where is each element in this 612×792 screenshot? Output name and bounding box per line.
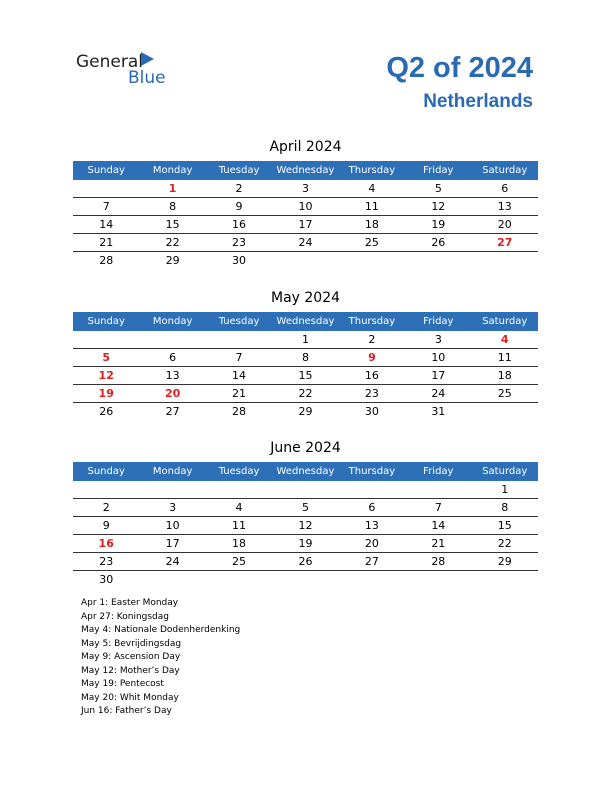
empty-day-cell — [272, 571, 338, 588]
logo-triangle-icon — [141, 52, 154, 66]
holiday-item: May 20: Whit Monday — [81, 692, 179, 703]
day-cell: 4 — [235, 501, 243, 514]
day-cell: 2 — [102, 501, 110, 514]
week-row — [73, 180, 538, 198]
week-row — [73, 481, 538, 499]
weekday-header: Saturday — [482, 316, 528, 327]
week-row — [73, 331, 538, 349]
day-cell: 29 — [298, 405, 313, 418]
day-cell: 28 — [431, 555, 446, 568]
weekday-header: Sunday — [87, 466, 125, 477]
day-cell: 21 — [232, 387, 247, 400]
weekday-header: Tuesday — [218, 316, 260, 327]
logo-general-text: General — [76, 52, 143, 72]
weekday-header-row — [73, 462, 538, 481]
day-cell: 8 — [501, 501, 509, 514]
day-cell: 12 — [431, 200, 446, 213]
day-cell: 10 — [431, 351, 446, 364]
day-cell: 14 — [232, 369, 247, 382]
day-cell: 24 — [165, 555, 180, 568]
empty-day-cell — [405, 252, 471, 269]
weekday-header: Thursday — [348, 165, 396, 176]
day-cell: 6 — [169, 351, 177, 364]
day-cell: 10 — [298, 200, 313, 213]
month-may — [73, 288, 538, 420]
empty-day-cell — [139, 331, 205, 348]
empty-day-cell — [339, 481, 405, 498]
holiday-item: May 12: Mother’s Day — [81, 665, 180, 676]
day-cell: 25 — [364, 236, 379, 249]
weekday-header: Saturday — [482, 466, 528, 477]
day-cell: 5 — [301, 501, 309, 514]
day-cell: 9 — [102, 519, 110, 532]
day-cell: 18 — [497, 369, 512, 382]
day-cell: 20 — [164, 387, 181, 400]
day-cell: 3 — [301, 182, 309, 195]
day-cell: 28 — [99, 254, 114, 267]
week-row — [73, 216, 538, 234]
day-cell: 3 — [434, 333, 442, 346]
day-cell: 15 — [497, 519, 512, 532]
empty-day-cell — [472, 252, 538, 269]
week-row — [73, 553, 538, 571]
week-row — [73, 349, 538, 367]
weekday-header: Wednesday — [276, 316, 335, 327]
holiday-item: May 5: Bevrijdingsdag — [81, 638, 182, 649]
week-row — [73, 367, 538, 385]
holiday-item: May 4: Nationale Dodenherdenking — [81, 625, 241, 635]
day-cell: 20 — [364, 537, 379, 550]
empty-day-cell — [139, 481, 205, 498]
empty-day-cell — [472, 571, 538, 588]
day-cell: 12 — [298, 519, 313, 532]
day-cell: 13 — [497, 200, 512, 213]
day-cell: 13 — [165, 369, 180, 382]
day-cell: 28 — [232, 405, 247, 418]
holiday-item: Apr 1: Easter Monday — [81, 598, 179, 608]
weekday-header: Friday — [423, 165, 454, 176]
week-row — [73, 252, 538, 269]
day-cell: 14 — [431, 519, 446, 532]
weekday-header: Wednesday — [276, 466, 335, 477]
day-cell: 21 — [431, 537, 446, 550]
day-cell: 16 — [232, 218, 247, 231]
month-title: May 2024 — [270, 290, 341, 306]
day-cell: 16 — [98, 537, 114, 550]
empty-day-cell — [339, 571, 405, 588]
empty-day-cell — [206, 481, 272, 498]
empty-day-cell — [206, 571, 272, 588]
day-cell: 29 — [497, 555, 512, 568]
day-cell: 9 — [235, 200, 243, 213]
day-cell: 25 — [497, 387, 512, 400]
day-cell: 6 — [368, 501, 376, 514]
day-cell: 20 — [497, 218, 512, 231]
day-cell: 7 — [102, 200, 110, 213]
holiday-item: May 19: Pentecost — [81, 679, 164, 689]
day-cell: 17 — [431, 369, 446, 382]
holiday-list — [81, 597, 240, 719]
page-title: Q2 of 2024 — [386, 52, 533, 84]
empty-day-cell — [73, 331, 139, 348]
day-cell: 1 — [168, 182, 177, 195]
day-cell: 1 — [301, 333, 309, 346]
empty-day-cell — [272, 481, 338, 498]
weekday-header: Wednesday — [276, 165, 335, 176]
month-june — [73, 438, 538, 588]
day-cell: 18 — [232, 537, 247, 550]
day-cell: 1 — [501, 483, 509, 496]
day-cell: 23 — [364, 387, 379, 400]
month-title: June 2024 — [270, 440, 341, 456]
week-row — [73, 517, 538, 535]
week-row — [73, 499, 538, 517]
day-cell: 30 — [232, 254, 247, 267]
week-row — [73, 198, 538, 216]
weekday-header: Friday — [423, 316, 454, 327]
day-cell: 23 — [99, 555, 114, 568]
empty-day-cell — [73, 180, 139, 197]
day-cell: 17 — [298, 218, 313, 231]
day-cell: 4 — [368, 182, 376, 195]
empty-day-cell — [339, 252, 405, 269]
empty-day-cell — [139, 571, 205, 588]
day-cell: 5 — [434, 182, 442, 195]
weekday-header-row — [73, 312, 538, 331]
day-cell: 16 — [364, 369, 379, 382]
day-cell: 19 — [298, 537, 313, 550]
weekday-header: Tuesday — [218, 165, 260, 176]
day-cell: 25 — [232, 555, 247, 568]
week-row — [73, 385, 538, 403]
empty-day-cell — [405, 571, 471, 588]
day-cell: 14 — [99, 218, 114, 231]
day-cell: 31 — [431, 405, 446, 418]
day-cell: 5 — [102, 351, 111, 364]
day-cell: 8 — [301, 351, 309, 364]
day-cell: 22 — [497, 537, 512, 550]
holiday-item: May 9: Ascension Day — [81, 652, 181, 662]
day-cell: 22 — [298, 387, 313, 400]
holiday-item: Apr 27: Koningsdag — [81, 611, 169, 622]
empty-day-cell — [206, 331, 272, 348]
day-cell: 30 — [99, 573, 114, 586]
day-cell: 24 — [298, 236, 313, 249]
day-cell: 15 — [298, 369, 313, 382]
day-cell: 2 — [368, 333, 376, 346]
day-cell: 24 — [431, 387, 446, 400]
weekday-header: Tuesday — [218, 466, 260, 477]
day-cell: 22 — [165, 236, 180, 249]
day-cell: 11 — [364, 200, 379, 213]
weekday-header-row — [73, 161, 538, 180]
holiday-item: Jun 16: Father’s Day — [81, 706, 172, 716]
day-cell: 27 — [364, 555, 379, 568]
weekday-header: Thursday — [348, 466, 396, 477]
day-cell: 26 — [99, 405, 114, 418]
day-cell: 3 — [169, 501, 177, 514]
day-cell: 29 — [165, 254, 180, 267]
weekday-header: Monday — [152, 316, 193, 327]
week-row — [73, 535, 538, 553]
day-cell: 26 — [431, 236, 446, 249]
weekday-header: Monday — [152, 466, 193, 477]
day-cell: 26 — [298, 555, 313, 568]
day-cell: 27 — [497, 236, 513, 249]
day-cell: 7 — [235, 351, 243, 364]
week-row — [73, 234, 538, 252]
weekday-header: Sunday — [87, 165, 125, 176]
day-cell: 2 — [235, 182, 243, 195]
day-cell: 18 — [364, 218, 379, 231]
empty-day-cell — [405, 481, 471, 498]
day-cell: 10 — [165, 519, 180, 532]
day-cell: 12 — [98, 369, 114, 382]
day-cell: 21 — [99, 236, 114, 249]
day-cell: 6 — [501, 182, 509, 195]
day-cell: 9 — [368, 351, 376, 364]
day-cell: 4 — [500, 333, 509, 346]
empty-day-cell — [472, 403, 538, 420]
weekday-header: Saturday — [482, 165, 528, 176]
day-cell: 17 — [165, 537, 180, 550]
logo-blue-text: Blue — [128, 68, 166, 88]
day-cell: 15 — [165, 218, 180, 231]
day-cell: 23 — [232, 236, 247, 249]
month-title: April 2024 — [269, 139, 342, 155]
weekday-header: Monday — [152, 165, 193, 176]
day-cell: 7 — [434, 501, 442, 514]
day-cell: 30 — [364, 405, 379, 418]
week-row — [73, 571, 538, 588]
weekday-header: Thursday — [348, 316, 396, 327]
day-cell: 27 — [165, 405, 180, 418]
day-cell: 19 — [98, 387, 114, 400]
day-cell: 11 — [497, 351, 512, 364]
empty-day-cell — [73, 481, 139, 498]
weekday-header: Sunday — [87, 316, 125, 327]
month-april — [73, 137, 538, 269]
day-cell: 8 — [169, 200, 177, 213]
country-subtitle: Netherlands — [423, 91, 533, 112]
week-row — [73, 403, 538, 420]
day-cell: 11 — [232, 519, 247, 532]
day-cell: 19 — [431, 218, 446, 231]
empty-day-cell — [272, 252, 338, 269]
weekday-header: Friday — [423, 466, 454, 477]
day-cell: 13 — [364, 519, 379, 532]
